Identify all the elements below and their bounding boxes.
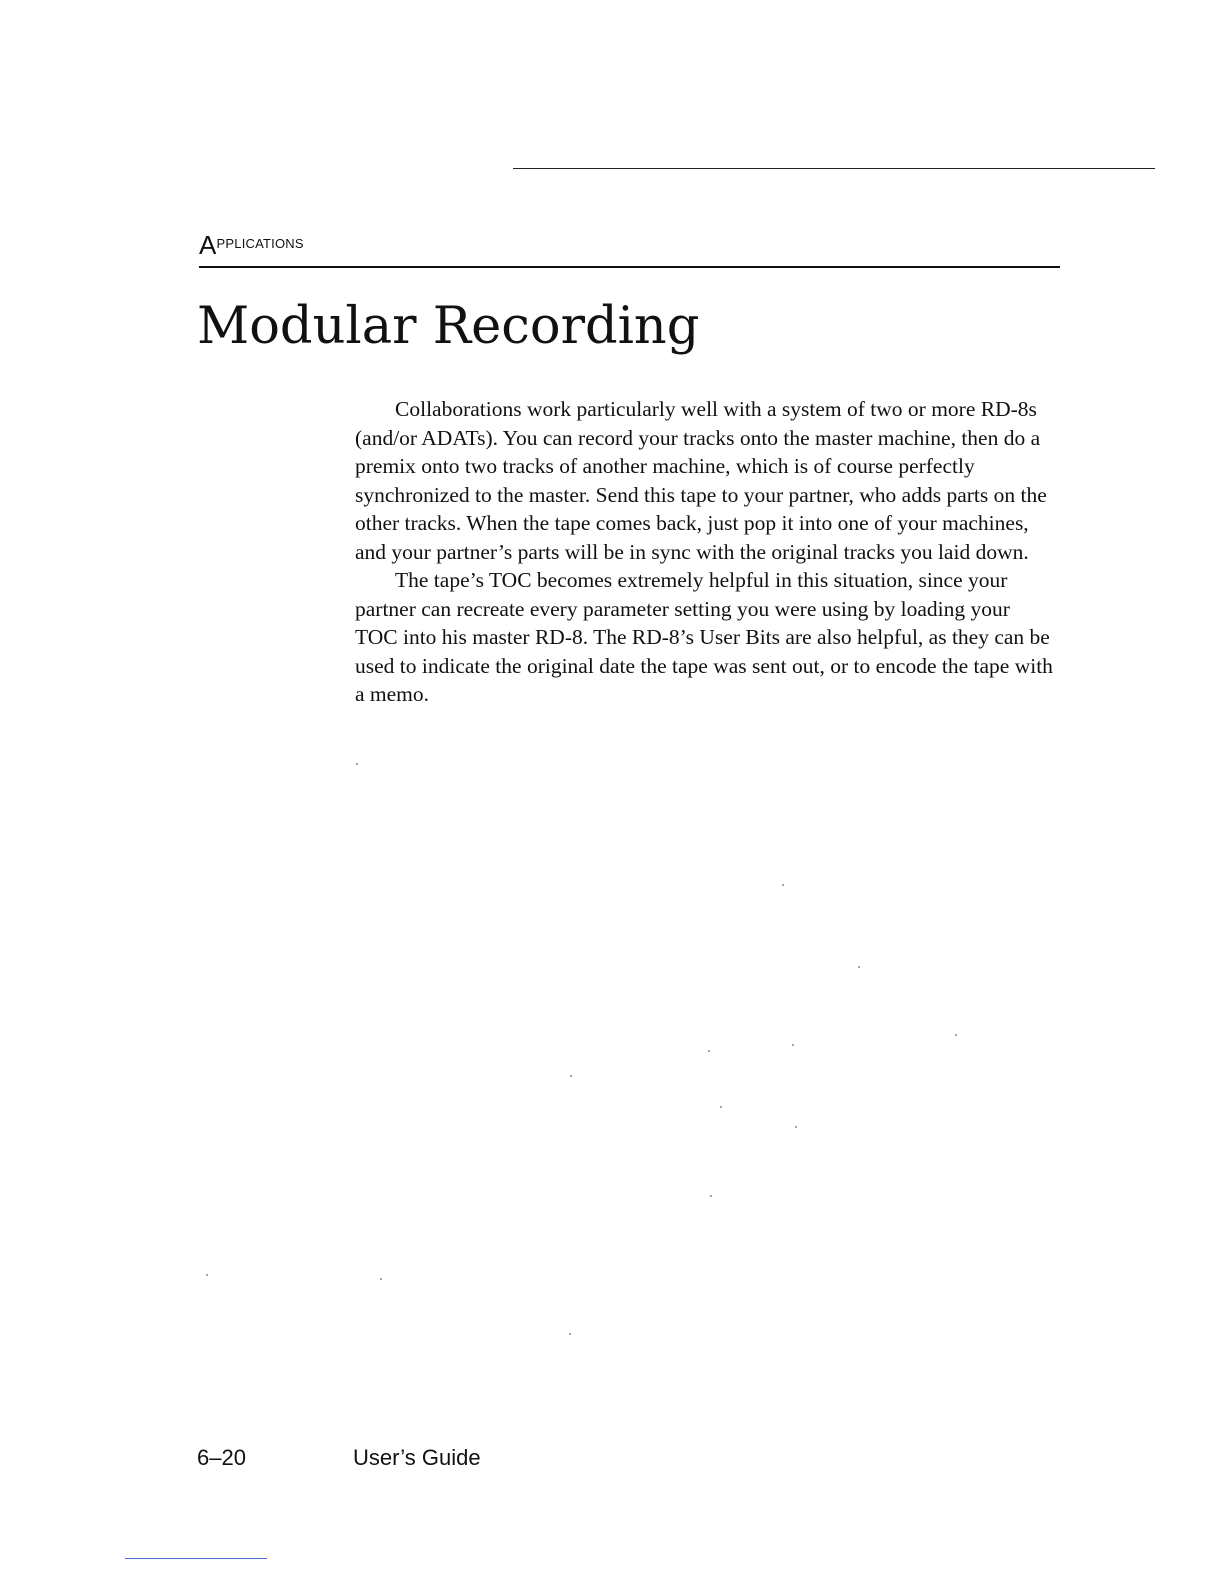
page-number: 6–20 [197,1445,246,1470]
scan-speck [720,1106,722,1108]
page-title: Modular Recording [197,297,700,356]
top-rule [513,168,1155,169]
paragraph-2: The tape’s TOC becomes extremely helpful in this situation, since your partner can recreate every parameter setting you were using by loading your TOC into his master RD-8. The RD-8’s User Bits are also helpful, as they can be used to indicate the original date the tape was sent out, or to encode the tape with a memo. [355,568,1053,706]
scan-speck [782,884,784,886]
bottom-rule [125,1558,267,1559]
scan-speck [380,1278,382,1280]
body-text [355,395,1055,709]
scan-speck [569,1333,571,1335]
section-label [199,232,304,259]
section-rest: PPLICATIONS [216,236,304,251]
guide-name: User’s Guide [353,1445,481,1470]
header-rule [199,266,1060,268]
scan-speck [708,1050,710,1052]
scan-speck [570,1075,572,1077]
scan-speck [206,1274,208,1276]
scan-speck [795,1126,797,1128]
scan-speck [710,1195,712,1197]
paragraph-1: Collaborations work particularly well with a system of two or more RD-8s (and/or ADATs). You can record your tracks onto the master machine, then do a premix onto two tracks of another machine, which is of course perfectly synchronized to the master. Send this tape to your partner, who adds parts on the other tracks. When the tape comes back, just pop it into one of your machines, and your partner’s parts will be in sync with the original tracks you laid down. [355,397,1047,564]
scan-speck [792,1044,794,1046]
scan-speck [955,1034,957,1036]
scan-speck [858,966,860,968]
section-initial: A [199,230,217,260]
scan-speck [356,763,358,765]
